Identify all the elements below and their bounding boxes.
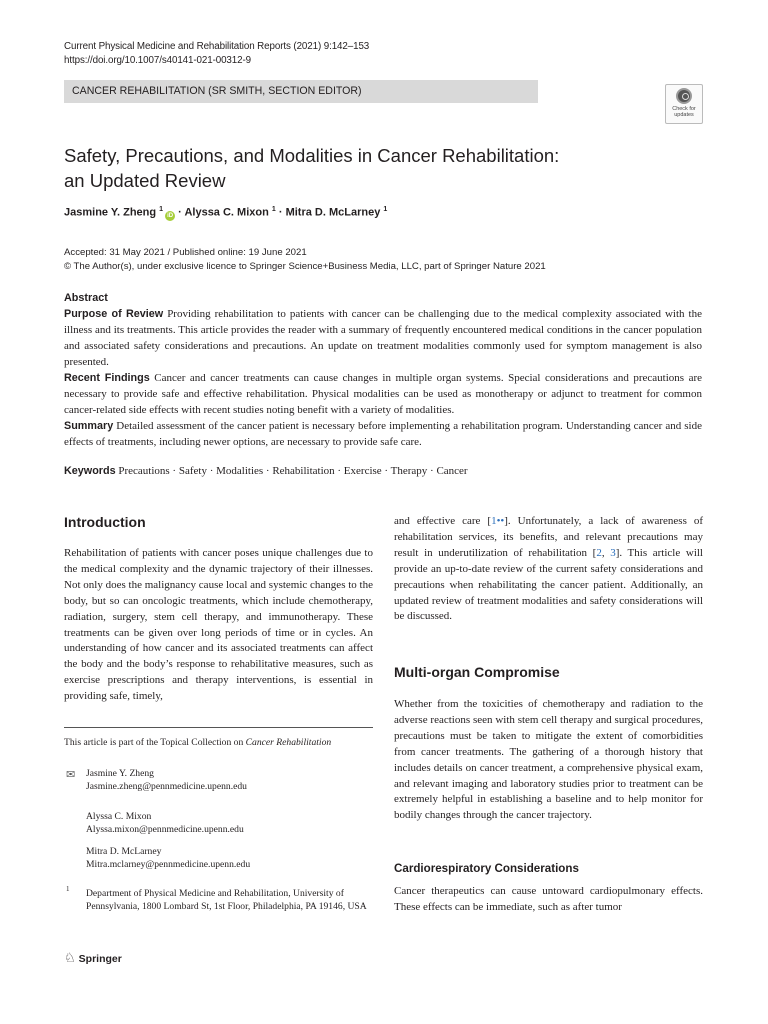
- topical-prefix: This article is part of the Topical Collection on: [64, 737, 246, 748]
- orcid-icon[interactable]: iD: [167, 212, 174, 219]
- abstract-heading: Abstract: [64, 292, 108, 304]
- findings-label: Recent Findings: [64, 372, 150, 384]
- introduction-heading: Introduction: [64, 514, 146, 530]
- springer-horse-icon: ♘: [64, 950, 76, 965]
- publisher-name: Springer: [78, 953, 122, 965]
- purpose-text: Providing rehabilitation to patients with cancer can be challenging due to the medical complexity associated with the illness and its treatments. This article provides the reader with a summary of frequently encountered medical conditions in the cancer population and associated safety considerations and precautions. An update on treatment modalities commonly used for symptom management is also presented.: [64, 308, 702, 368]
- text-run: and effective care [: [394, 515, 492, 527]
- cardiorespiratory-heading: Cardiorespiratory Considerations: [394, 862, 579, 875]
- contact-email[interactable]: Mitra.mclarney@pennmedicine.upenn.edu: [86, 859, 251, 870]
- check-for-updates-label: Check for updates: [672, 106, 696, 118]
- author-1[interactable]: Jasmine Y. Zheng: [64, 206, 157, 219]
- envelope-icon: ✉: [66, 769, 76, 781]
- text-run: ]. Unfortunately, a lack of awareness of rehabilitation services, its benefits, and relevant precautions may result in underutilization of rehabilitation [: [394, 515, 703, 559]
- multi-organ-heading: Multi-organ Compromise: [394, 664, 560, 680]
- citation-link[interactable]: 2: [596, 546, 602, 559]
- contact-name: Alyssa C. Mixon: [86, 811, 152, 822]
- affil-sup-2: 1: [271, 206, 276, 213]
- author-separator: ·: [175, 206, 185, 219]
- publication-dates: Accepted: 31 May 2021 / Published online: 19 June 2021: [64, 247, 307, 258]
- contact-2: [86, 810, 244, 836]
- contact-email[interactable]: Alyssa.mixon@pennmedicine.upenn.edu: [86, 824, 244, 835]
- contact-name: Jasmine Y. Zheng: [86, 768, 154, 779]
- topical-collection-name: Cancer Rehabilitation: [245, 737, 332, 748]
- keywords-label: Keywords: [64, 465, 116, 477]
- introduction-paragraph: Rehabilitation of patients with cancer poses unique challenges due to the medical complexity and the dynamic trajectory of their illnesses. Not only does the malignancy cause local and systemic changes to the body, but so can oncologic treatments, which include chemotherapy, radiation, surgery, stem cell therapy, and immunotherapy. These treatments can be given over long periods of time or in cycles. An understanding of how cancer and its associated treatments can affect the body and the body’s response to rehabilitative measures, such as exercise prescriptions and therapy interventions, is essential in providing safe, timely,: [64, 547, 373, 703]
- footnote-divider: [64, 727, 373, 728]
- affil-sup-1: 1: [159, 206, 164, 213]
- contact-1: [86, 767, 247, 793]
- citation-link[interactable]: 1••: [491, 515, 505, 527]
- article-title: [64, 143, 664, 193]
- purpose-label: Purpose of Review: [64, 308, 164, 320]
- section-banner: CANCER REHABILITATION (SR SMITH, SECTION EDITOR): [64, 80, 538, 103]
- citation-link[interactable]: 3: [610, 546, 616, 559]
- contact-3: [86, 845, 250, 871]
- keywords: [64, 465, 704, 477]
- topical-collection-note: [64, 737, 331, 748]
- text-run: ,: [601, 546, 611, 559]
- affiliation-number: 1: [66, 885, 70, 893]
- contact-email[interactable]: Jasmine.zheng@pennmedicine.upenn.edu: [86, 781, 247, 792]
- contact-name: Mitra D. McLarney: [86, 846, 162, 857]
- author-list: [64, 206, 387, 221]
- findings-text: Cancer and cancer treatments can cause changes in multiple organ systems. Special considerations and precautions are necessary to provide safe and effective rehabilitation. Physical modalities can be used as monotherapy or adjunct to treatment for common cancer-related side effects with recent studies noting benefit with a variety of modalities.: [64, 372, 703, 416]
- summary-label: Summary: [64, 420, 114, 432]
- multi-organ-paragraph: Whether from the toxicities of chemotherapy and radiation to the adverse reactions seen with stem cell therapy and surgical procedures, precautions must be taken to mitigate the extent of comorbidities from cancer treatments. The gathering of a thorough history that includes details on cancer treatment, a comprehensive physical exam, and relevant imaging and laboratory studies prior to treatment can be extremely helpful in establishing a baseline and to help monitor for bodily changes through the cancer trajectory.: [394, 698, 703, 822]
- text-run: ]. This article will provide an up-to-date review of the current safety considerations and precautions when rehabilitating the cancer patient. Additionally, an updated review of treatment modalities and safety considerations will be discussed.: [394, 546, 703, 623]
- keywords-text: Precautions · Safety · Modalities · Rehabilitation · Exercise · Therapy · Cancer: [118, 465, 468, 477]
- author-3[interactable]: Mitra D. McLarney: [285, 206, 381, 219]
- title-line-2: an Updated Review: [64, 170, 226, 191]
- affiliation-text: Department of Physical Medicine and Rehabilitation, University of Pennsylvania, 1800 Lombard St, 1st Floor, Philadelphia, PA 19146, USA: [86, 888, 367, 912]
- affil-sup-3: 1: [383, 206, 388, 213]
- summary-text: Detailed assessment of the cancer patient is necessary before implementing a rehabilitation program. Understanding cancer and side effects of treatments, including newer options, are necessary to provide safe care.: [64, 420, 702, 448]
- abstract: [64, 290, 702, 450]
- check-for-updates-icon[interactable]: [665, 84, 703, 124]
- publisher-logo: [64, 950, 122, 966]
- cardiorespiratory-paragraph: Cancer therapeutics can cause untoward cardiopulmonary effects. These effects can be immediate, such as after tumor: [394, 885, 703, 913]
- author-separator: ·: [275, 206, 286, 219]
- copyright-notice: © The Author(s), under exclusive licence to Springer Science+Business Media, LLC, part of Springer Nature 2021: [64, 261, 546, 272]
- introduction-continuation: [394, 514, 703, 625]
- journal-citation: Current Physical Medicine and Rehabilitation Reports (2021) 9:142–153: [64, 41, 370, 52]
- author-2[interactable]: Alyssa C. Mixon: [184, 206, 269, 219]
- doi-link[interactable]: https://doi.org/10.1007/s40141-021-00312-9: [64, 55, 251, 66]
- title-line-1: Safety, Precautions, and Modalities in Cancer Rehabilitation:: [64, 145, 560, 166]
